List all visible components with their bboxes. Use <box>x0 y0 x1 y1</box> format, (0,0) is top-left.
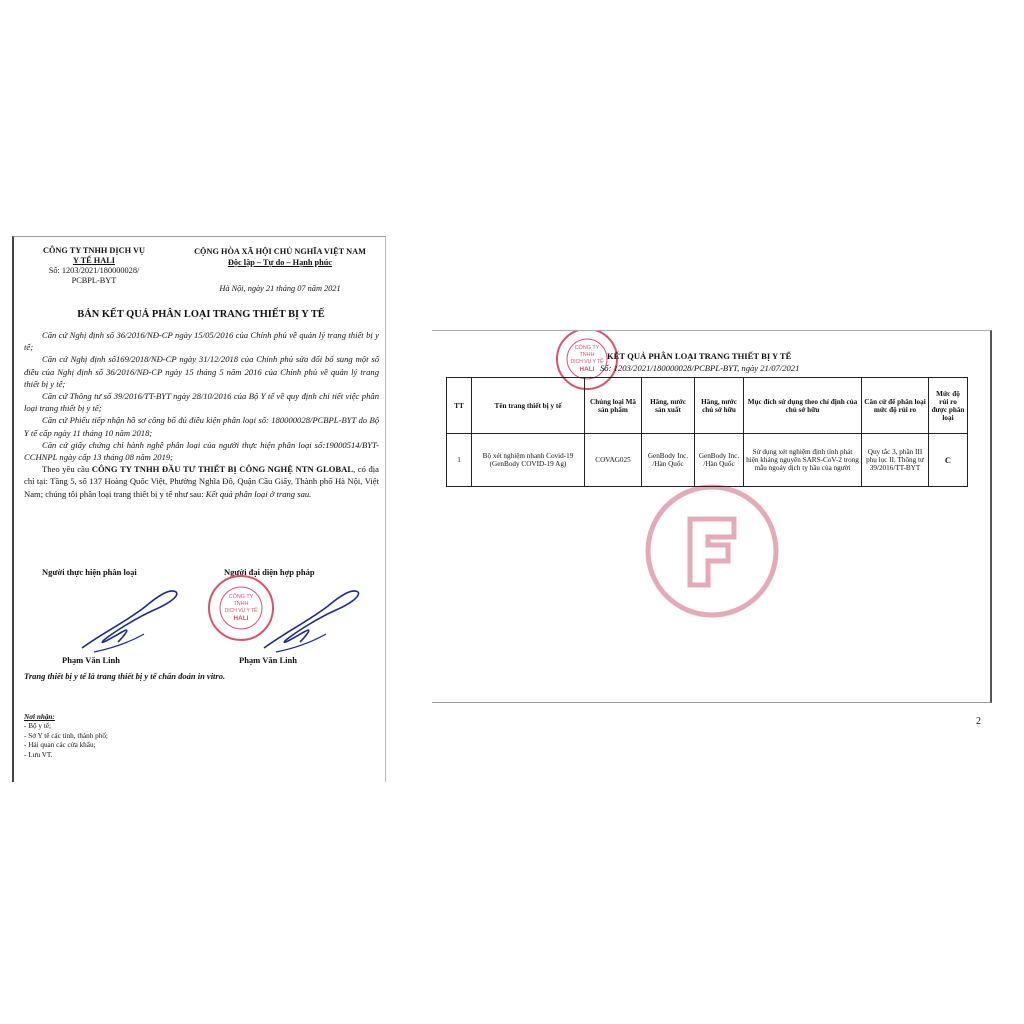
legal-rep-label: Người đại diện hợp pháp <box>224 567 315 577</box>
seal-line2: DỊCH VỤ Y TẾ <box>570 359 604 365</box>
legal-basis-2: Căn cứ Nghị định số169/2018/NĐ-CP ngày 31/12/2018 của Chính phủ sửa đổi bổ sung một số điều của Nghị định số 36/2016/NĐ-CP ngày 15 tháng 5 năm 2016 của Chính phủ về quản lý trang thiết bị y tế; <box>24 354 379 389</box>
org-name-line2: Y TẾ HALI <box>73 256 115 265</box>
cell-basis: Quy tắc 3, phần III phụ lục II. Thông tư 39/2016/TT-BYT <box>862 434 929 487</box>
seal-line3: HALI <box>579 366 595 373</box>
request-paragraph <box>24 463 379 500</box>
request-address: , có địa chỉ tại: Tầng 5, số 137 Hoàng Quốc Việt, Phường Nghĩa Đô, Quận Cầu Giấy, Thành phố Hà Nội, Việt Nam; chúng tôi phân loại trang thiết bị y tế như sau: <box>24 464 379 499</box>
recipients-title: Nơi nhận: <box>24 713 55 721</box>
org-name-line1: CÔNG TY TNHH DỊCH VỤ <box>42 246 146 255</box>
legal-basis-5: Căn cứ giấy chứng chỉ hành nghề phân loại của người thực hiện phân loại số:19000514/BYT-CCHNPL ngày cấp 13 tháng 08 năm 2019; <box>24 439 379 463</box>
request-suffix: Kết quả phân loại ở trang sau. <box>205 488 312 499</box>
legal-basis-4: Căn cứ Phiếu tiếp nhận hồ sơ công bố đủ điều kiện phân loại số: 180000028/PCBPL-BYT do Bộ Y tế cấp ngày 11 tháng 10 năm 2018; <box>24 415 379 438</box>
col-header-purpose: Mục đích sử dụng theo chỉ định của chủ sở hữu <box>744 378 862 434</box>
col-header-basis: Căn cứ để phân loại mức độ rủi ro <box>862 378 929 434</box>
legal-rep-signature <box>254 582 364 657</box>
cell-owner: GenBody Inc. /Hàn Quốc <box>695 434 744 487</box>
col-header-risk: Mức độ rủi ro được phân loại <box>929 378 968 434</box>
seal-line1: TNHH <box>233 601 249 607</box>
result-subtitle: Số: 1203/2021/180000028/PCBPL-BYT, ngày 21/07/2021 <box>600 363 800 373</box>
legal-basis-3: Căn cứ Thông tư số 39/2016/TT-BYT ngày 28/10/2016 của Bộ Y tế về quy định chi tiết việc phân loại trang thiết bị y tế; <box>24 391 379 414</box>
recipient-item: - Hải quan các cửa khẩu; <box>24 741 96 750</box>
table-header-row <box>447 378 968 434</box>
recipient-item: - Bộ y tế; <box>24 722 51 731</box>
table-row <box>447 434 968 487</box>
legal-rep-name: Phạm Văn Linh <box>239 655 297 665</box>
classification-result-page <box>432 330 992 703</box>
classifier-name: Phạm Văn Linh <box>62 655 120 665</box>
col-header-name: Tên trang thiết bị y tế <box>472 378 585 434</box>
issuer-header <box>24 246 164 286</box>
decision-page <box>12 236 386 782</box>
cell-device-name: Bộ xét nghiệm nhanh Covid-19 (GenBody COVID-19 Ag) <box>472 434 585 487</box>
seal-line1: TNHH <box>579 352 595 358</box>
national-motto: Độc lập – Tự do – Hạnh phúc <box>227 258 333 267</box>
requesting-company: CÔNG TY TNHH ĐẦU TƯ THIẾT BỊ CÔNG NGHỆ NTN GLOBAL <box>91 464 354 475</box>
cell-manufacturer: GenBody Inc. /Hàn Quốc <box>642 434 695 487</box>
result-title: KẾT QUẢ PHÂN LOẠI TRANG THIẾT BỊ Y TẾ <box>607 351 792 361</box>
request-prefix: Theo yêu cầu <box>42 464 92 475</box>
cell-purpose: Sử dụng xét nghiệm định tính phát hiện kháng nguyên SARS-CoV-2 trong mẫu ngoáy dịch tỵ hầu của người <box>744 434 862 487</box>
doc-number-line2: PCBPL-BYT <box>71 276 117 285</box>
ivd-note: Trang thiết bị y tế là trang thiết bị y tế chẩn đoán in vitro. <box>24 671 226 681</box>
classifier-signature <box>74 582 184 657</box>
col-header-tt: TT <box>447 378 472 434</box>
legal-basis-1: Căn cứ Nghị định số 36/2016/NĐ-CP ngày 15/05/2016 của Chính phủ về quản lý trang thiết bị y tế; <box>24 330 379 353</box>
col-header-model: Chủng loại Mã sản phẩm <box>585 378 642 434</box>
watermark-logo <box>642 481 782 621</box>
seal-ring-text: CÔNG TY <box>228 594 254 600</box>
cell-risk-class: C <box>929 434 968 487</box>
recipients-block <box>24 713 108 760</box>
col-header-owner: Hãng, nước chủ sở hữu <box>695 378 744 434</box>
nation-title: CỘNG HÒA XÃ HỘI CHỦ NGHĨA VIỆT NAM <box>194 247 366 256</box>
seal-line3: HALI <box>233 615 249 622</box>
classification-table <box>446 377 968 487</box>
recipient-item: - Lưu VT. <box>24 750 53 759</box>
classifier-label: Người thực hiện phân loại <box>42 567 137 577</box>
issue-date: Hà Nội, ngày 21 tháng 07 năm 2021 <box>219 284 341 293</box>
col-header-manufacturer: Hãng, nước sản xuất <box>642 378 695 434</box>
cell-model: COVAG025 <box>585 434 642 487</box>
national-header <box>174 246 386 268</box>
document-title: BẢN KẾT QUẢ PHÂN LOẠI TRANG THIẾT BỊ Y TẾ <box>77 309 325 320</box>
document-body <box>24 329 379 500</box>
seal-line2: DỊCH VỤ Y TẾ <box>224 608 258 614</box>
recipient-item: - Sở Y tế các tỉnh, thành phố; <box>24 731 108 740</box>
doc-number-line1: Số: 1203/2021/180000028/ <box>48 266 140 275</box>
page-number: 2 <box>976 716 981 727</box>
cell-tt: 1 <box>447 434 472 487</box>
seal-ring-text: CÔNG TY <box>574 345 600 351</box>
